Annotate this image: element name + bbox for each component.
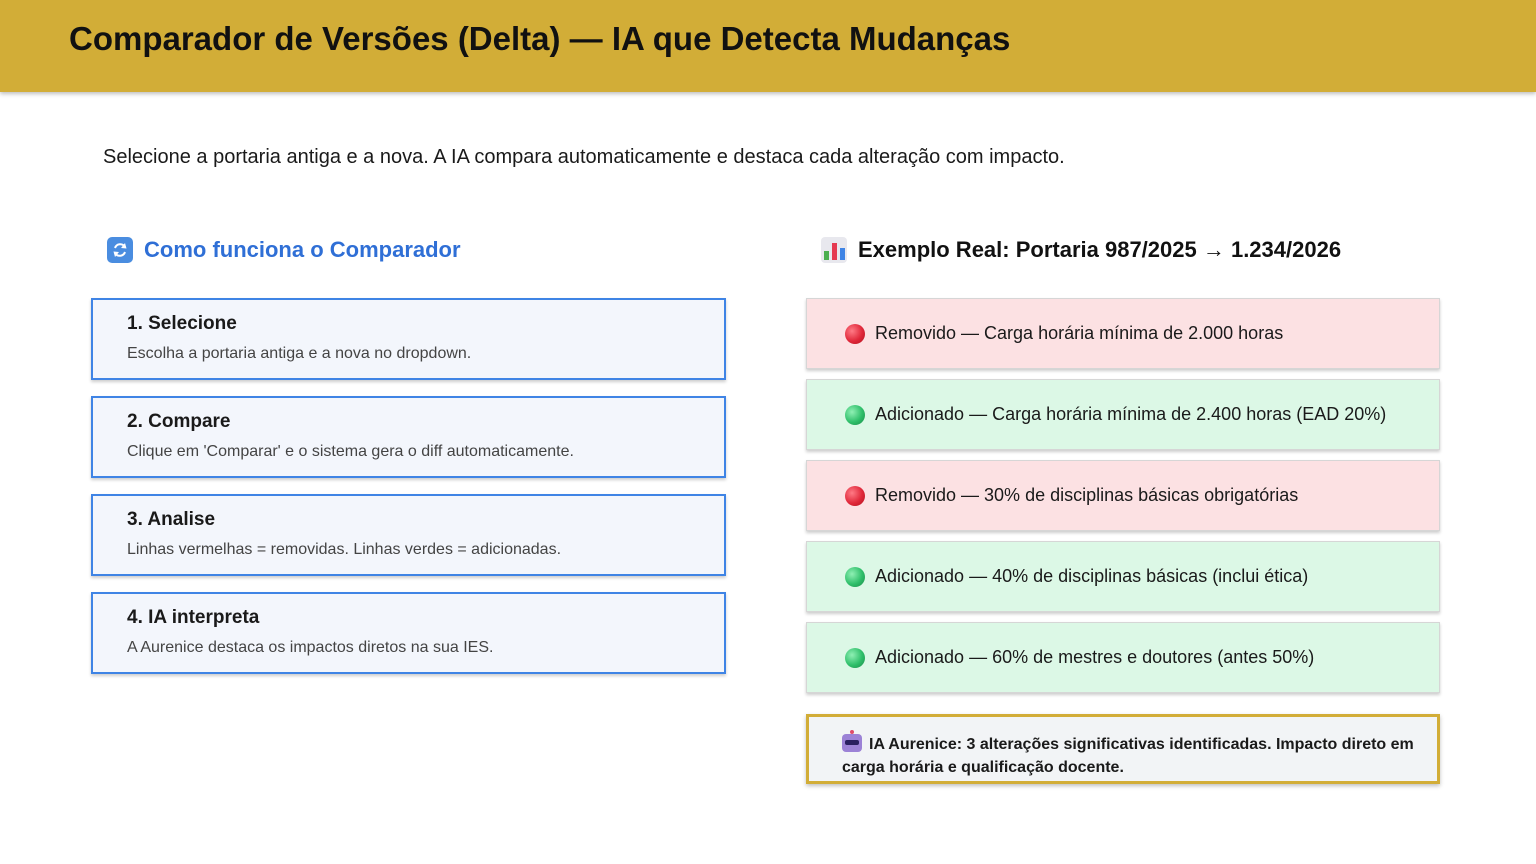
header-bar	[0, 0, 1536, 92]
step-description: Linhas vermelhas = removidas. Linhas verdes = adicionadas.	[127, 541, 562, 558]
ai-summary-text: IA Aurenice: 3 alterações significativas identificadas. Impacto direto em carga horária e qualificação docente.	[842, 736, 1414, 776]
green-circle-icon	[845, 405, 865, 425]
green-circle-icon	[845, 648, 865, 668]
real-example-heading	[821, 237, 1341, 263]
bar-chart-icon	[821, 237, 847, 263]
change-text: Adicionado — Carga horária mínima de 2.400 horas (EAD 20%)	[875, 404, 1387, 424]
step-card-ai-interprets	[91, 592, 726, 674]
change-text: Removido — 30% de disciplinas básicas obrigatórias	[875, 485, 1299, 505]
green-circle-icon	[845, 567, 865, 587]
ai-summary-box	[806, 714, 1440, 784]
robot-icon	[842, 734, 862, 752]
step-description: Clique em 'Comparar' e o sistema gera o diff automaticamente.	[127, 443, 574, 460]
change-row-added	[806, 379, 1440, 450]
steps-list	[91, 298, 726, 690]
change-row-removed	[806, 298, 1440, 369]
refresh-icon	[107, 237, 133, 263]
change-row-removed	[806, 460, 1440, 531]
change-text: Adicionado — 40% de disciplinas básicas (inclui ética)	[875, 566, 1309, 586]
step-title: 1. Selecione	[127, 313, 237, 334]
changes-list	[806, 298, 1440, 703]
step-card-select	[91, 298, 726, 380]
change-row-added	[806, 622, 1440, 693]
page-title: Comparador de Versões (Delta) — IA que Detecta Mudanças	[69, 20, 1011, 57]
step-title: 2. Compare	[127, 411, 231, 432]
change-text: Adicionado — 60% de mestres e doutores (antes 50%)	[875, 647, 1315, 667]
step-description: Escolha a portaria antiga e a nova no dropdown.	[127, 345, 472, 362]
step-title: 3. Analise	[127, 509, 216, 530]
real-example-heading-text: Exemplo Real: Portaria 987/2025 → 1.234/2026	[858, 237, 1342, 262]
how-it-works-heading	[107, 237, 461, 263]
red-circle-icon	[845, 486, 865, 506]
red-circle-icon	[845, 324, 865, 344]
step-card-analyze	[91, 494, 726, 576]
step-title: 4. IA interpreta	[127, 607, 260, 628]
step-description: A Aurenice destaca os impactos diretos na sua IES.	[127, 639, 494, 656]
page-subtitle: Selecione a portaria antiga e a nova. A IA compara automaticamente e destaca cada alteração com impacto.	[103, 146, 1065, 168]
change-text: Removido — Carga horária mínima de 2.000 horas	[875, 323, 1284, 343]
how-it-works-heading-text: Como funciona o Comparador	[144, 237, 461, 262]
change-row-added	[806, 541, 1440, 612]
step-card-compare	[91, 396, 726, 478]
